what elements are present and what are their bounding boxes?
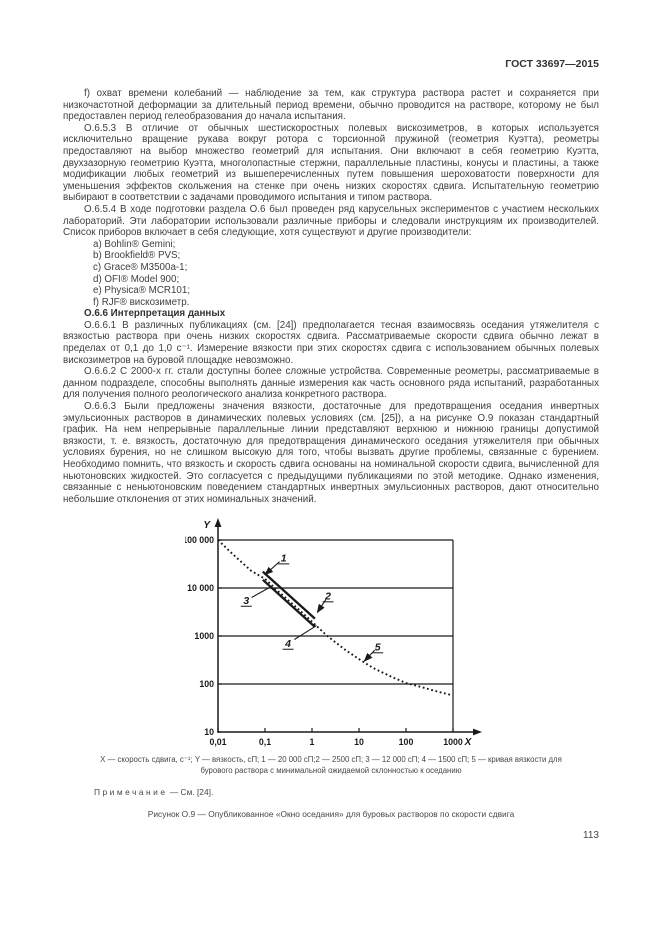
svg-text:1: 1 [280, 552, 287, 565]
paragraph-o653: О.6.5.3 В отличие от обычных шестискоростных полевых вискозиметров, в которых используется исключительно вращение рукава вокруг ротора с торсионной пружиной (геометрия Куэтта), реометры предоставляют на выбор множество геометрий для испытания. Они включают в себя геометрию Куэтта, двухзазорную геометрию Куэтта, многолопастные стержни, параллельные пластины, конусы и пластины, а также модификации любых геометрий из вышеперечисленных путем повышения шероховатости поверхности для уменьшения эффектов скольжения на стенке при очень низких скоростях сдвига. Испытательную геометрию выбирают в соответствии с задачами проводимого испытания и типом раствора. [63, 122, 599, 204]
svg-text:1: 1 [309, 737, 315, 748]
settling-window-chart [185, 515, 497, 751]
svg-text:10: 10 [204, 727, 214, 738]
chart-area [185, 515, 599, 751]
figure-note-label: Примечание [94, 787, 168, 798]
svg-text:1000: 1000 [443, 737, 463, 748]
list-item-rjf: f) RJF® вискозиметр. [93, 296, 190, 308]
figure-o9 [63, 515, 599, 819]
list-item-grace: c) Grace® M3500a-1; [93, 261, 188, 273]
svg-text:100 000: 100 000 [185, 535, 214, 546]
svg-text:2: 2 [325, 590, 332, 603]
figure-legend-line1: X — скорость сдвига, с⁻¹; Y — вязкость, сП; 1 — 20 000 сП;2 — 2500 сП; 3 — 12 000 сП; 4 — 1500 сП; 5 — кривая вязкости для [100, 755, 562, 765]
page-number: 113 [583, 830, 599, 842]
paragraph-f-oscillation: f) охват времени колебаний — наблюдение за тем, как структура раствора растет и сохраняется при низкочастотной деформации за длительный период времени, обычно проводится на растворе, которому не был предоставлен период гелеобразования до начала испытания. [63, 88, 599, 123]
list-item-bohlin: a) Bohlin® Gemini; [93, 238, 176, 250]
svg-text:4: 4 [285, 638, 292, 651]
svg-text:1000: 1000 [194, 631, 214, 642]
paragraph-o654: О.6.5.4 В ходе подготовки раздела О.6 был проведен ряд карусельных экспериментов с участием нескольких лабораторий. Эти лаборатории использовали различные приборы и следовали инструкциям их производителей. Список приборов включает в себя следующие, хотя существуют и другие производители: [63, 203, 599, 239]
figure-note-text: — См. [24]. [169, 787, 214, 798]
figure-caption: Рисунок О.9 — Опубликованное «Окно оседания» для буровых растворов по скорости сдвига [147, 809, 515, 820]
instrument-list [63, 239, 599, 309]
svg-text:X: X [464, 737, 472, 749]
svg-text:5: 5 [374, 641, 381, 654]
paragraph-o662: О.6.6.2 С 2000-х гг. стали доступны более сложные устройства. Современные реометры, рассматриваемые в данном подразделе, способны выполнять данные измерения как часть основного ряда испытаний, разработанных для получения полного реологического анализа конкретного раствора. [63, 366, 599, 401]
svg-text:10 000: 10 000 [187, 583, 214, 594]
svg-text:100: 100 [398, 737, 414, 748]
paragraph-o663: О.6.6.3 Были предложены значения вязкости, достаточные для предотвращения оседания инвертных эмульсионных растворов в динамических полевых условиях (см. [25]), а на рисунке О.9 показан стандартный график. На нем непрерывные параллельные линии представляют верхнюю и нижнюю границы допустимой вязкости, т. е. вязкость, достаточную для предотвращения динамического оседания утяжелителя при обычных условиях бурения, но не слишком высокую для того, чтобы вызвать другие проблемы, связанные с бурением. Необходимо помнить, что вязкость и скорость сдвига основаны на номинальной скорости сдвига, вычисленной для ньютоновских жидкостей. Это согласуется с предыдущими публикациями по этой методике. Однако изменения, связанные с неньютоновским поведением стандартных инвертных эмульсионных растворов, дают относительно небольшие отклонения от этих номинальных значений. [63, 401, 599, 505]
figure-note [94, 787, 599, 797]
svg-text:0,01: 0,01 [209, 737, 227, 748]
svg-text:3: 3 [243, 595, 250, 608]
list-item-brookfield: b) Brookfield® PVS; [93, 250, 181, 262]
svg-text:Y: Y [203, 520, 210, 532]
figure-legend-line2: бурового раствора с минимальной ожидаемой склонностью к оседанию [200, 766, 462, 776]
doc-number: ГОСТ 33697—2015 [505, 58, 599, 70]
svg-text:0,1: 0,1 [258, 737, 272, 748]
figure-legend [63, 754, 599, 776]
list-item-ofi: d) OFI® Model 900; [93, 273, 180, 285]
svg-text:10: 10 [354, 737, 364, 748]
heading-o66: О.6.6 Интерпретация данных [84, 308, 226, 320]
paragraph-o661: О.6.6.1 В различных публикациях (см. [24]) предполагается тесная взаимосвязь оседания утяжелителя с вязкостью раствора при очень низких скоростях сдвига. Рассматриваемые скорости сдвига обычно лежат в пределах от 0,1 до 1,0 с⁻¹. Измерение вязкости при этих скоростях сдвига с использованием обычных полевых вискозиметров на буровой площадке невозможно. [63, 319, 599, 366]
svg-text:100: 100 [199, 679, 214, 690]
list-item-physica: e) Physica® MCR101; [93, 285, 191, 297]
